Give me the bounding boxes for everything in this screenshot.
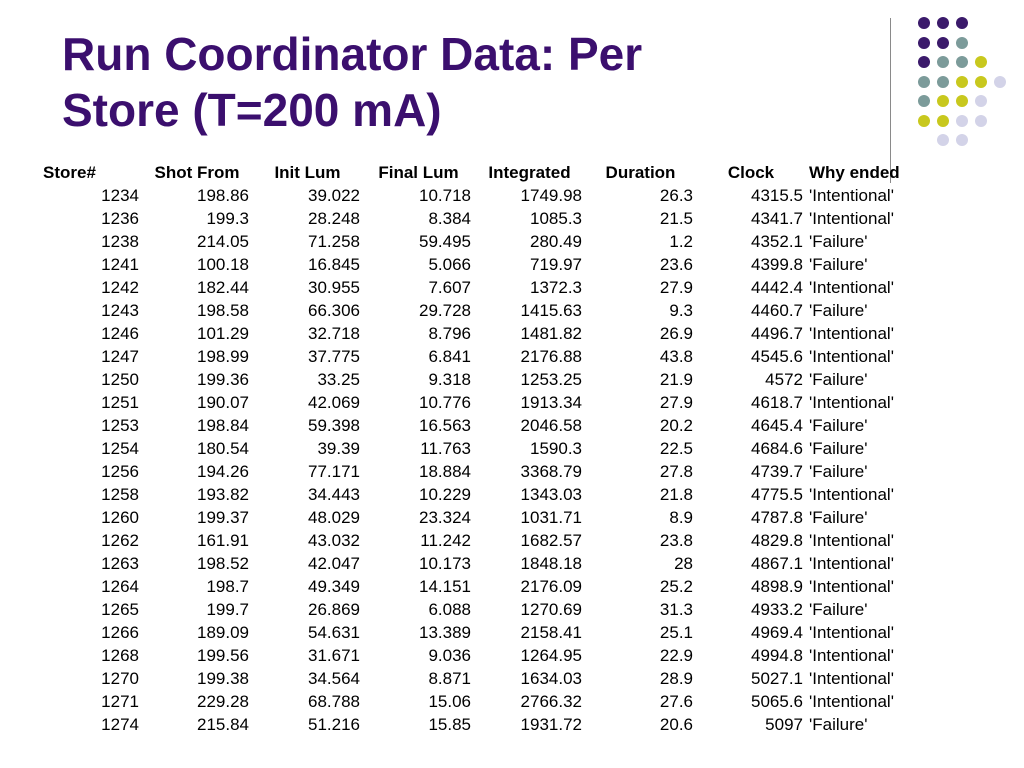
decorative-dot	[937, 115, 949, 127]
table-cell-why-ended: 'Intentional'	[809, 393, 894, 412]
table-cell-duration: 26.3	[659, 186, 693, 205]
table-cell-integrated: 2176.09	[520, 577, 582, 596]
table-cell-shot-from: 199.3	[206, 209, 249, 228]
table-cell-clock: 4867.1	[751, 554, 803, 573]
table-cell-why-ended: 'Failure'	[809, 232, 868, 251]
decorative-dot	[937, 76, 949, 88]
table-cell-store: 1250	[101, 370, 139, 389]
table-cell-duration: 43.8	[659, 347, 693, 366]
table-cell-duration: 21.9	[659, 370, 693, 389]
table-row	[40, 276, 911, 299]
table-cell-store: 1274	[101, 715, 139, 734]
table-cell-why-ended: 'Failure'	[809, 508, 868, 527]
table-cell-integrated: 1343.03	[520, 485, 582, 504]
table-cell-clock: 4994.8	[751, 646, 803, 665]
table-cell-store: 1254	[101, 439, 139, 458]
table-cell-why-ended: 'Intentional'	[809, 646, 894, 665]
table-cell-shot-from: 199.37	[197, 508, 249, 527]
table-cell-why-ended: 'Intentional'	[809, 669, 894, 688]
table-cell-init-lum: 68.788	[308, 692, 360, 711]
table-cell-final-lum: 11.763	[420, 439, 471, 458]
table-cell-duration: 9.3	[669, 301, 693, 320]
decorative-dot	[918, 37, 930, 49]
table-cell-clock: 5097	[765, 715, 803, 734]
table-cell-why-ended: 'Failure'	[809, 416, 868, 435]
column-header-init-lum: Init Lum	[274, 163, 341, 182]
table-cell-why-ended: 'Intentional'	[809, 531, 894, 550]
table-cell-init-lum: 30.955	[308, 278, 360, 297]
table-cell-init-lum: 42.047	[308, 554, 360, 573]
decorative-dot	[975, 95, 987, 107]
table-cell-integrated: 2766.32	[520, 692, 582, 711]
table-cell-init-lum: 26.869	[308, 600, 360, 619]
table-cell-clock: 4352.1	[751, 232, 803, 251]
table-cell-why-ended: 'Intentional'	[809, 186, 894, 205]
table-cell-integrated: 1590.3	[530, 439, 582, 458]
table-cell-shot-from: 214.05	[197, 232, 249, 251]
table-cell-clock: 4572	[765, 370, 803, 389]
table-cell-store: 1271	[101, 692, 139, 711]
table-cell-final-lum: 14.151	[419, 577, 471, 596]
decorative-dot	[956, 115, 968, 127]
table-cell-init-lum: 59.398	[308, 416, 360, 435]
table-cell-init-lum: 42.069	[308, 393, 360, 412]
table-cell-clock: 4787.8	[751, 508, 803, 527]
table-cell-final-lum: 15.06	[428, 692, 471, 711]
table-cell-clock: 4460.7	[751, 301, 803, 320]
decorative-dot	[975, 115, 987, 127]
table-cell-integrated: 1372.3	[530, 278, 582, 297]
table-cell-clock: 4969.4	[751, 623, 803, 642]
decorative-dot	[975, 56, 987, 68]
table-cell-store: 1256	[101, 462, 139, 481]
table-row	[40, 184, 911, 207]
table-cell-final-lum: 9.318	[428, 370, 471, 389]
table-cell-clock: 5027.1	[751, 669, 803, 688]
table-cell-shot-from: 182.44	[197, 278, 249, 297]
table-cell-duration: 26.9	[659, 324, 693, 343]
decorative-dot	[937, 17, 949, 29]
table-cell-store: 1253	[101, 416, 139, 435]
table-cell-shot-from: 189.09	[197, 623, 249, 642]
table-row	[40, 667, 911, 690]
table-cell-why-ended: 'Intentional'	[809, 623, 894, 642]
table-cell-clock: 5065.6	[751, 692, 803, 711]
column-header-store: Store#	[43, 163, 96, 182]
column-header-duration: Duration	[605, 163, 676, 182]
store-data-table	[40, 161, 911, 736]
decorative-dot	[918, 76, 930, 88]
decorative-dot	[994, 76, 1006, 88]
table-cell-shot-from: 199.36	[197, 370, 249, 389]
table-cell-store: 1258	[101, 485, 139, 504]
table-cell-duration: 28.9	[659, 669, 693, 688]
table-cell-init-lum: 48.029	[308, 508, 360, 527]
table-cell-init-lum: 32.718	[308, 324, 360, 343]
table-row	[40, 529, 911, 552]
table-cell-duration: 25.2	[659, 577, 693, 596]
table-cell-why-ended: 'Intentional'	[809, 324, 894, 343]
decorative-dot	[956, 95, 968, 107]
table-cell-duration: 27.8	[659, 462, 693, 481]
table-cell-final-lum: 5.066	[428, 255, 471, 274]
table-row	[40, 368, 911, 391]
table-cell-clock: 4399.8	[751, 255, 803, 274]
table-cell-store: 1242	[101, 278, 139, 297]
decorative-dot	[918, 115, 930, 127]
column-header-final-lum: Final Lum	[378, 163, 459, 182]
table-row	[40, 644, 911, 667]
table-cell-clock: 4496.7	[751, 324, 803, 343]
table-cell-final-lum: 59.495	[419, 232, 471, 251]
table-cell-duration: 27.9	[659, 393, 693, 412]
table-cell-clock: 4775.5	[751, 485, 803, 504]
table-cell-shot-from: 215.84	[197, 715, 249, 734]
table-cell-integrated: 1253.25	[520, 370, 582, 389]
table-cell-integrated: 1682.57	[520, 531, 582, 550]
table-row	[40, 575, 911, 598]
table-cell-final-lum: 8.796	[428, 324, 471, 343]
decorative-dot	[937, 37, 949, 49]
table-cell-init-lum: 16.845	[308, 255, 360, 274]
table-row	[40, 621, 911, 644]
table-cell-clock: 4618.7	[751, 393, 803, 412]
table-row	[40, 391, 911, 414]
table-row	[40, 207, 911, 230]
table-cell-integrated: 1848.18	[520, 554, 582, 573]
table-cell-init-lum: 34.443	[308, 485, 360, 504]
table-cell-init-lum: 34.564	[308, 669, 360, 688]
table-cell-integrated: 1031.71	[520, 508, 582, 527]
table-cell-duration: 25.1	[659, 623, 693, 642]
table-row	[40, 299, 911, 322]
table-cell-shot-from: 198.86	[197, 186, 249, 205]
table-cell-integrated: 1931.72	[520, 715, 582, 734]
table-cell-why-ended: 'Intentional'	[809, 347, 894, 366]
table-cell-store: 1264	[101, 577, 139, 596]
table-row	[40, 460, 911, 483]
table-cell-shot-from: 161.91	[197, 531, 249, 550]
table-cell-duration: 20.2	[659, 416, 693, 435]
table-cell-duration: 27.9	[659, 278, 693, 297]
table-cell-store: 1236	[101, 209, 139, 228]
table-cell-clock: 4933.2	[751, 600, 803, 619]
table-cell-init-lum: 54.631	[308, 623, 360, 642]
table-cell-duration: 21.5	[659, 209, 693, 228]
table-cell-why-ended: 'Failure'	[809, 439, 868, 458]
table-cell-duration: 23.8	[659, 531, 693, 550]
table-cell-clock: 4545.6	[751, 347, 803, 366]
table-cell-duration: 8.9	[669, 508, 693, 527]
table-cell-clock: 4442.4	[751, 278, 803, 297]
table-cell-integrated: 2046.58	[520, 416, 582, 435]
table-cell-init-lum: 43.032	[308, 531, 360, 550]
table-cell-integrated: 1270.69	[520, 600, 582, 619]
table-cell-why-ended: 'Failure'	[809, 370, 868, 389]
table-cell-shot-from: 198.7	[206, 577, 249, 596]
table-cell-why-ended: 'Intentional'	[809, 278, 894, 297]
table-cell-shot-from: 193.82	[197, 485, 249, 504]
table-cell-store: 1246	[101, 324, 139, 343]
table-cell-integrated: 1264.95	[520, 646, 582, 665]
table-cell-final-lum: 6.088	[428, 600, 471, 619]
table-row	[40, 690, 911, 713]
table-cell-integrated: 3368.79	[520, 462, 582, 481]
decorative-dot	[918, 95, 930, 107]
table-cell-why-ended: 'Failure'	[809, 715, 868, 734]
table-cell-final-lum: 10.173	[419, 554, 471, 573]
decorative-divider-line	[890, 18, 891, 183]
table-cell-final-lum: 18.884	[419, 462, 471, 481]
table-cell-init-lum: 39.39	[317, 439, 360, 458]
table-cell-store: 1263	[101, 554, 139, 573]
table-cell-duration: 23.6	[659, 255, 693, 274]
table-cell-integrated: 1415.63	[520, 301, 582, 320]
table-cell-final-lum: 16.563	[419, 416, 471, 435]
table-row	[40, 437, 911, 460]
table-cell-store: 1234	[101, 186, 139, 205]
table-cell-integrated: 1481.82	[520, 324, 582, 343]
table-cell-shot-from: 229.28	[197, 692, 249, 711]
table-cell-clock: 4315.5	[751, 186, 803, 205]
decorative-dot	[937, 95, 949, 107]
table-cell-shot-from: 198.52	[197, 554, 249, 573]
table-row	[40, 552, 911, 575]
table-cell-shot-from: 190.07	[197, 393, 249, 412]
table-cell-clock: 4898.9	[751, 577, 803, 596]
table-cell-final-lum: 11.242	[420, 531, 471, 550]
table-cell-duration: 31.3	[659, 600, 693, 619]
table-cell-duration: 22.5	[659, 439, 693, 458]
table-cell-clock: 4645.4	[751, 416, 803, 435]
table-cell-shot-from: 101.29	[197, 324, 249, 343]
decorative-dot	[918, 17, 930, 29]
decorative-dot	[956, 37, 968, 49]
table-cell-store: 1270	[101, 669, 139, 688]
table-cell-integrated: 1749.98	[520, 186, 582, 205]
table-cell-init-lum: 66.306	[308, 301, 360, 320]
table-cell-why-ended: 'Failure'	[809, 462, 868, 481]
table-row	[40, 253, 911, 276]
decorative-dot	[918, 56, 930, 68]
decorative-dot	[975, 76, 987, 88]
table-header-row	[40, 161, 911, 184]
table-cell-init-lum: 33.25	[317, 370, 360, 389]
table-cell-final-lum: 9.036	[428, 646, 471, 665]
decorative-dot	[956, 56, 968, 68]
decorative-dot	[937, 56, 949, 68]
table-cell-final-lum: 8.871	[428, 669, 471, 688]
table-cell-init-lum: 39.022	[308, 186, 360, 205]
table-row	[40, 414, 911, 437]
table-cell-store: 1265	[101, 600, 139, 619]
slide-title-line-2: Store (T=200 mA)	[62, 84, 442, 136]
slide-title	[62, 26, 862, 138]
table-cell-store: 1238	[101, 232, 139, 251]
table-cell-clock: 4341.7	[751, 209, 803, 228]
table-cell-store: 1260	[101, 508, 139, 527]
table-cell-final-lum: 13.389	[419, 623, 471, 642]
table-cell-integrated: 2158.41	[520, 623, 582, 642]
slide-title-line-1: Run Coordinator Data: Per	[62, 28, 643, 80]
decorative-dot	[956, 76, 968, 88]
table-cell-clock: 4684.6	[751, 439, 803, 458]
table-cell-final-lum: 23.324	[419, 508, 471, 527]
table-cell-shot-from: 100.18	[197, 255, 249, 274]
table-cell-final-lum: 6.841	[428, 347, 471, 366]
table-cell-clock: 4739.7	[751, 462, 803, 481]
table-cell-why-ended: 'Intentional'	[809, 577, 894, 596]
table-cell-why-ended: 'Intentional'	[809, 485, 894, 504]
table-cell-why-ended: 'Failure'	[809, 255, 868, 274]
column-header-why-ended: Why ended	[809, 163, 900, 182]
table-cell-store: 1262	[101, 531, 139, 550]
table-cell-final-lum: 7.607	[428, 278, 471, 297]
table-cell-why-ended: 'Intentional'	[809, 554, 894, 573]
table-cell-integrated: 1085.3	[530, 209, 582, 228]
table-cell-init-lum: 31.671	[308, 646, 360, 665]
table-cell-duration: 21.8	[659, 485, 693, 504]
table-cell-shot-from: 199.38	[197, 669, 249, 688]
table-row	[40, 230, 911, 253]
table-cell-init-lum: 37.775	[308, 347, 360, 366]
table-cell-store: 1243	[101, 301, 139, 320]
table-row	[40, 322, 911, 345]
table-cell-final-lum: 10.776	[419, 393, 471, 412]
table-cell-final-lum: 10.718	[419, 186, 471, 205]
table-cell-integrated: 719.97	[530, 255, 582, 274]
table-body	[40, 184, 911, 736]
table-cell-why-ended: 'Intentional'	[809, 209, 894, 228]
table-cell-store: 1251	[101, 393, 139, 412]
table-row	[40, 506, 911, 529]
table-cell-integrated: 2176.88	[520, 347, 582, 366]
table-cell-shot-from: 199.56	[197, 646, 249, 665]
table-cell-store: 1241	[101, 255, 139, 274]
table-cell-final-lum: 8.384	[428, 209, 471, 228]
table-cell-store: 1247	[101, 347, 139, 366]
column-header-shot-from: Shot From	[154, 163, 240, 182]
table-cell-duration: 28	[674, 554, 693, 573]
table-cell-store: 1268	[101, 646, 139, 665]
table-cell-shot-from: 198.58	[197, 301, 249, 320]
table-cell-why-ended: 'Failure'	[809, 301, 868, 320]
table-cell-why-ended: 'Intentional'	[809, 692, 894, 711]
table-cell-final-lum: 15.85	[428, 715, 471, 734]
table-cell-why-ended: 'Failure'	[809, 600, 868, 619]
table-cell-shot-from: 198.99	[197, 347, 249, 366]
table-cell-init-lum: 51.216	[308, 715, 360, 734]
table-cell-integrated: 1634.03	[520, 669, 582, 688]
table-cell-duration: 27.6	[659, 692, 693, 711]
table-row	[40, 345, 911, 368]
table-cell-shot-from: 199.7	[206, 600, 249, 619]
column-header-integrated: Integrated	[488, 163, 571, 182]
table-cell-store: 1266	[101, 623, 139, 642]
table-cell-shot-from: 198.84	[197, 416, 249, 435]
table-cell-duration: 22.9	[659, 646, 693, 665]
table-cell-shot-from: 180.54	[197, 439, 249, 458]
table-cell-shot-from: 194.26	[197, 462, 249, 481]
table-cell-final-lum: 10.229	[419, 485, 471, 504]
table-cell-init-lum: 49.349	[308, 577, 360, 596]
decorative-dot	[956, 134, 968, 146]
table-cell-duration: 20.6	[659, 715, 693, 734]
table-cell-clock: 4829.8	[751, 531, 803, 550]
table-cell-final-lum: 29.728	[419, 301, 471, 320]
table-cell-init-lum: 77.171	[308, 462, 360, 481]
column-header-clock: Clock	[727, 163, 775, 182]
table-row	[40, 713, 911, 736]
table-row	[40, 483, 911, 506]
table-cell-init-lum: 71.258	[308, 232, 360, 251]
table-row	[40, 598, 911, 621]
decorative-dot	[937, 134, 949, 146]
table-cell-integrated: 1913.34	[520, 393, 582, 412]
decorative-dot	[956, 17, 968, 29]
table-cell-integrated: 280.49	[530, 232, 582, 251]
table-cell-duration: 1.2	[669, 232, 693, 251]
table-cell-init-lum: 28.248	[308, 209, 360, 228]
